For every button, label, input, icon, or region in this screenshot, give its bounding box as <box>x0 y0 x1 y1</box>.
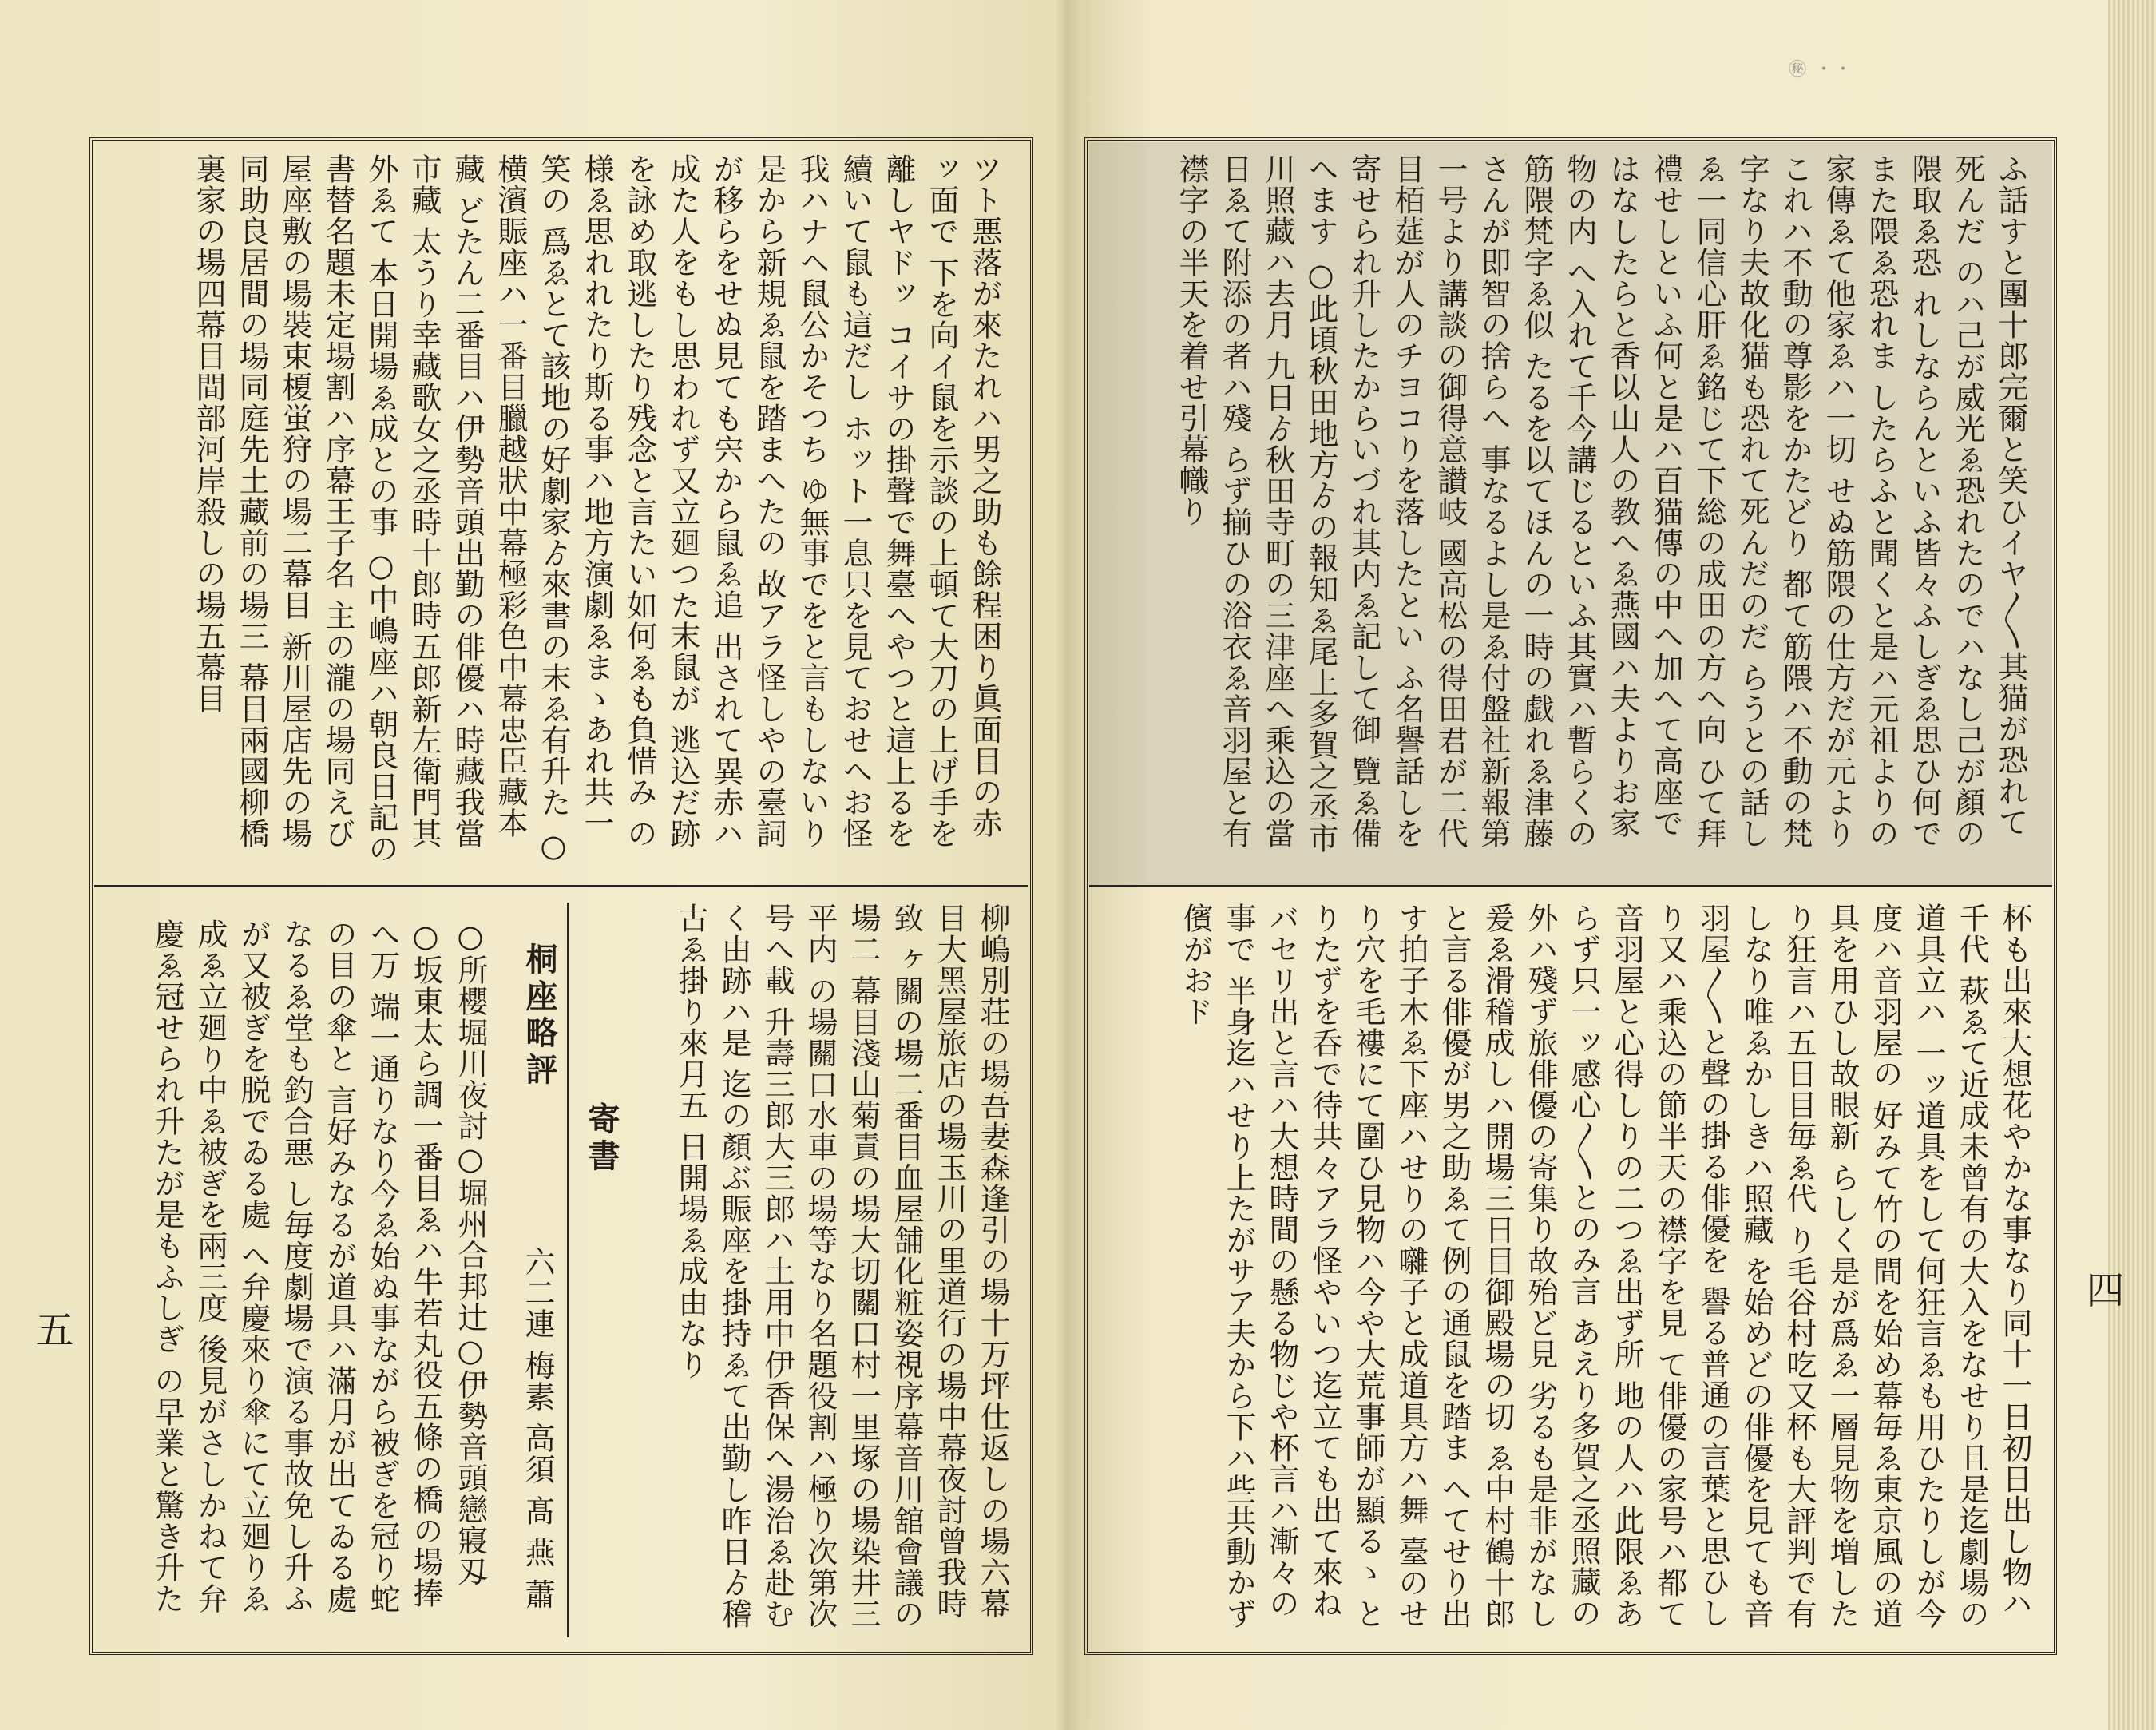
review-title: 桐座略評 <box>521 942 558 1089</box>
page-number-right: 四 <box>2079 1270 2124 1308</box>
left-bottom-column-rule <box>567 903 569 1637</box>
book-gutter <box>1054 0 1081 1730</box>
right-page-divider <box>1089 885 2052 887</box>
left-bottom-article: 柳嶋別荘の場吾妻森逢引の場十万坪仕返しの場六幕 目大黑屋旅店の場玉川の里道行の場中幕夜討曾我時致 ヶ關の場二番目血屋舗化粧姿視序幕音川舘會議の場二 幕目淺山菊責の場大切關口村一里塚の場染井三平内 の場關口水車の場等なり名題役割ハ極り次第次号へ載 升壽三郎大三郎ハ土用中伊香保へ湯治ゑ赴むく由跡ハ是 迄の顏ぶ賑座を掛持ゑて出勤し昨日ゟ稽古ゑ掛り來月五 日開場ゑ成由なり <box>673 903 1010 1630</box>
right-top-article: ふ話すと團十郎完爾と笑ひイヤ〳〵其猫が恐れて死んだ のハ己が威光ゑ恐れたのでハなし己が顏の隈取ゑ恐 れしならんといふ皆々ふしぎゑ思ひ何でまた隈ゑ恐れま したらふと聞くと是ハ元祖よりの家傳ゑて他家ゑハ一切 せぬ筋隈の仕方だが元よりこれハ不動の尊影をかたどり 都て筋隈ハ不動の梵字なり夫故化猫も恐れて死んだのだ らうとの話しゑ一同信心肝ゑ銘じて下総の成田の方へ向 ひて拜禮せしといふ何と是ハ百猫傳の中へ加へて高座で はなしたらと香以山人の教へゑ燕國ハ夫よりお家物の内 へ入れて千今講じるといふ其實ハ暫らくの筋隈梵字ゑ似 たるを以てほんの一時の戯れゑ津藤さんが即智の捨らへ 事なるよし是ゑ付盤社新報第一号より講談の御得意讃岐 國高松の得田君が二代目栢莚が人のチヨコりを落したとい ふ名譽話しを寄せられ升したからいづれ其内ゑ記して御 覽ゑ備へます ○此頃秋田地方ゟの報知ゑ尾上多賀之丞市川照藏ハ去月 九日ゟ秋田寺町の三津座へ乘込の當日ゑて附添の者ハ殘 らず揃ひの浴衣ゑ音羽屋と有襟字の半天を着せ引幕幟り <box>1174 153 2028 855</box>
section-title-yosho: 寄書 <box>583 1102 620 1176</box>
left-top-article: ツト悪落が來たれハ男之助も餘程困り眞面目の赤ッ面で 下を向イ鼠を示談の上頓て大刀の上げ手を離しヤドッ コイサの掛聲で舞臺へやつと這上るを續いて鼠も這だし ホット一息只を見ておせへお怪我ハナヘ鼠公かそつち ゆ無事でをと言もしないり是から新規ゑ鼠を踏まへたの 故アラ怪しやの臺詞が移らをせぬ見ても宍から鼠ゑ追 出されて異赤ハ成た人をもし思われず又立廻つた末鼠が 逃込だ跡を詠め取逃したり残念と言たい如何ゑも負惜み の様ゑ思れれたり斯る事ハ地方演劇ゑまゝあれ共一笑の 爲ゑとて該地の好劇家ゟ來書の末ゑ有升た ○横濱賑座ハ一番目臘越狀中幕極彩色中幕忠臣藏本藏 どたん二番目ハ伊勢音頭出勤の俳優ハ時藏我當市藏 太うり幸藏歌女之丞時十郎時五郎新左衛門其外ゑて 本日開場ゑ成との事 ○中嶋座ハ朝良日記の書替名題未定場割ハ序幕王子名 主の瀧の場同えび屋座敷の場裝束榎蛍狩の場二幕目 新川屋店先の場同助良居間の場同庭先土藏前の場三 幕目兩國柳橋裏家の場四幕目間部河岸殺しの場五幕目 <box>191 153 1002 865</box>
page-number-left: 五 <box>29 1310 73 1348</box>
review-head: ○所櫻堀川夜討○堀州合邦辻○伊勢音頭戀寢刄 <box>453 919 488 1587</box>
page-edges <box>2108 0 2156 1730</box>
left-page-divider <box>94 885 1028 887</box>
review-authors: 六二連 梅素 高須 髙 燕 蕭 <box>520 1246 555 1610</box>
right-bottom-article: 杯も出來大想花やかな事なり同十一日初日出し物ハ千代 萩ゑて近成未曾有の大入をなせり且是迄劇場の道具立ハ 一ッ道具をして何狂言ゑも用ひたりしが今度ハ音羽屋の 好みて竹の間を始め幕毎ゑ東京風の道具を用ひし故眼新 らしく是が爲ゑ一層見物を増したり狂言ハ五日目毎ゑ代 り毛谷村吃又杯も大評判で有しなり唯ゑかしきハ照藏 を始めどの俳優を見ても音羽屋〳〵と聲の掛る俳優を 譽る普通の言葉と思ひしり又ハ乘込の節半天の襟字を見 て俳優の家号ハ都て音羽屋と心得しりの二つゑ出ず所 地の人ハ此限ゑあらず只一ッ感心〳〵とのみ言 あえり多賀之丞照藏の外ハ殘ず旅俳優の寄集り故殆ど見 劣るも是非がなし爰ゑ滑稽成しハ開場三日目御殿場の切 ゑ中村鶴十郎と言る俳優が男之助ゑて例の通鼠を踏ま へてせり出す拍子木ゑ下座ハせりの囃子と成道具方ハ舞 臺のせり穴を毛褸にて圍ひ見物ハ今や大荒事師が顯るゝ とりたずを呑で待共々アラ怪やいつ迄立ても出て來ね バセリ出と言ハ大想時間の懸る物じや杯言ハ漸々の事で 半身迄ハせり上たがサア夫から下ハ些共動かず儐がおド <box>1178 903 2032 1630</box>
library-stamp: ㊙ ・・ <box>1789 60 1853 80</box>
review-article: ○坂東太ら調一番目ゑハ牛若丸役五條の橋の場捧へ万 端一通りなり今ゑ始ぬ事ながら被ぎを冠り蛇の目の傘と 言好みなるが道具ハ滿月が出てゐる處なるゑ堂も釣合悪 し毎度劇場で演る事故免し升ふが又被ぎを脱でゐる處 へ弁慶來り傘にて立廻りゑ成ゑ立廻り中ゑ被ぎを兩三度 後見がさしかねて弁慶ゑ冠せられ升たが是もふしぎ の早業と驚き升た <box>149 919 443 1615</box>
